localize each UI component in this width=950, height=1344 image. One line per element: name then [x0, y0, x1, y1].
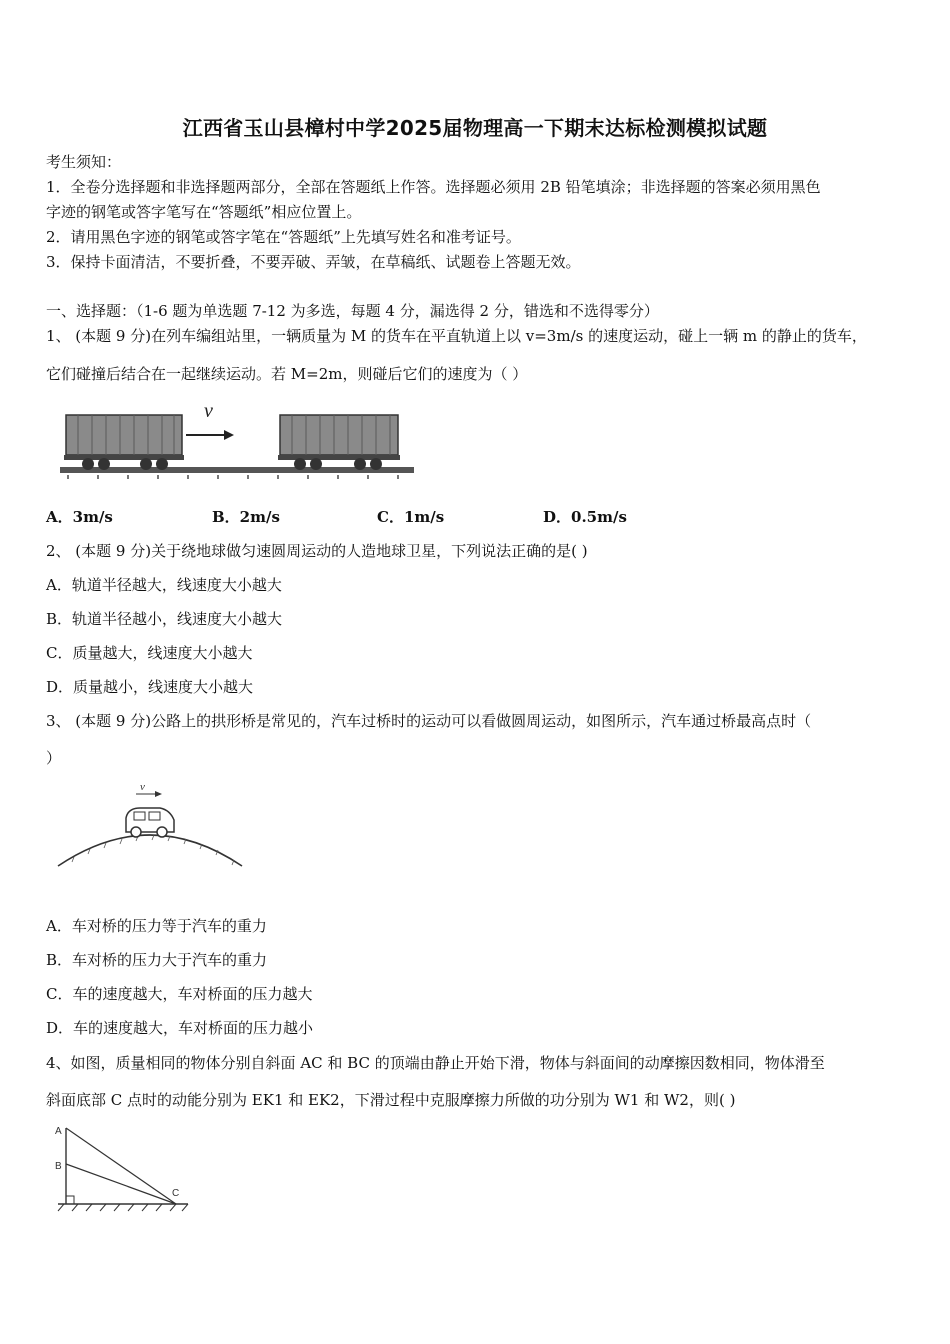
q3-stem-line2: ） [46, 749, 62, 767]
q4-stem-line1: 4、如图，质量相同的物体分别自斜面 AC 和 BC 的顶端由静止开始下滑，物体与斜面间的动摩擦因数相同，物体滑至 [46, 1054, 825, 1072]
notice-line-1a: 1．全卷分选择题和非选择题两部分，全部在答题纸上作答。选择题必须用 2B 铅笔填涂；非选择题的答案必须用黑色 [46, 178, 821, 196]
q3-figure-arch-bridge [54, 778, 250, 874]
right-angle-mark [66, 1196, 74, 1204]
notice-line-3: 3．保持卡面清洁，不要折叠，不要弄破、弄皱，在草稿纸、试题卷上答题无效。 [46, 253, 581, 271]
stationary-freight-car [278, 415, 400, 470]
q1-option-d[interactable]: D．0.5m/s [543, 508, 627, 526]
moving-freight-car [64, 415, 184, 470]
point-a-label: A [55, 1126, 62, 1137]
page-title: 江西省玉山县樟村中学2025届物理高一下期末达标检测模拟试题 [182, 116, 768, 140]
q2-option-b[interactable]: B．轨道半径越小，线速度大小越大 [46, 610, 283, 628]
q3-option-c[interactable]: C．车的速度越大，车对桥面的压力越大 [46, 985, 313, 1003]
q3-option-d[interactable]: D．车的速度越大，车对桥面的压力越小 [46, 1019, 314, 1037]
q3-option-a[interactable]: A．车对桥的压力等于汽车的重力 [46, 917, 267, 935]
q4-figure-inclines [52, 1120, 197, 1215]
notice-heading: 考生须知： [46, 153, 122, 171]
section-heading: 一、选择题：（1-6 题为单选题 7-12 为多选，每题 4 分，漏选得 2 分，错选和不选得零分） [46, 302, 659, 320]
velocity-label: v [140, 781, 145, 793]
q1-option-a[interactable]: A．3m/s [46, 508, 113, 526]
q1-stem-line1: 1、 (本题 9 分)在列车编组站里，一辆质量为 M 的货车在平直轨道上以 v=3m/s 的速度运动，碰上一辆 m 的静止的货车， [46, 327, 867, 345]
q1-option-b[interactable]: B．2m/s [212, 508, 280, 526]
bridge-arch [58, 835, 242, 866]
q1-options [46, 506, 666, 528]
velocity-label: v [204, 400, 213, 422]
notice-line-1b: 字迹的钢笔或答字笔写在“答题纸”相应位置上。 [46, 203, 362, 221]
car-icon [126, 808, 174, 837]
q1-stem-line2: 它们碰撞后结合在一起继续运动。若 M=2m，则碰后它们的速度为（ ） [46, 365, 528, 383]
q2-option-a[interactable]: A．轨道半径越大，线速度大小越大 [46, 576, 282, 594]
q2-option-c[interactable]: C．质量越大，线速度大小越大 [46, 644, 253, 662]
q3-option-b[interactable]: B．车对桥的压力大于汽车的重力 [46, 951, 268, 969]
q3-stem-line1: 3、 (本题 9 分)公路上的拱形桥是常见的，汽车过桥时的运动可以看做圆周运动，如图所示，汽车通过桥最高点时（ [46, 712, 812, 730]
notice-line-2: 2．请用黑色字迹的钢笔或答字笔在“答题纸”上先填写姓名和准考证号。 [46, 228, 521, 246]
q2-option-d[interactable]: D．质量越小，线速度大小越大 [46, 678, 254, 696]
incline-ac [66, 1128, 176, 1204]
q1-figure-freight-cars [58, 395, 418, 485]
point-c-label: C [172, 1188, 180, 1199]
q4-stem-line2: 斜面底部 C 点时的动能分别为 EK1 和 EK2，下滑过程中克服摩擦力所做的功分别为 W1 和 W2，则( ) [46, 1091, 736, 1109]
point-b-label: B [55, 1161, 62, 1172]
q2-stem: 2、 (本题 9 分)关于绕地球做匀速圆周运动的人造地球卫星，下列说法正确的是( ) [46, 542, 588, 560]
incline-bc [66, 1164, 176, 1204]
q1-option-c[interactable]: C．1m/s [377, 508, 445, 526]
